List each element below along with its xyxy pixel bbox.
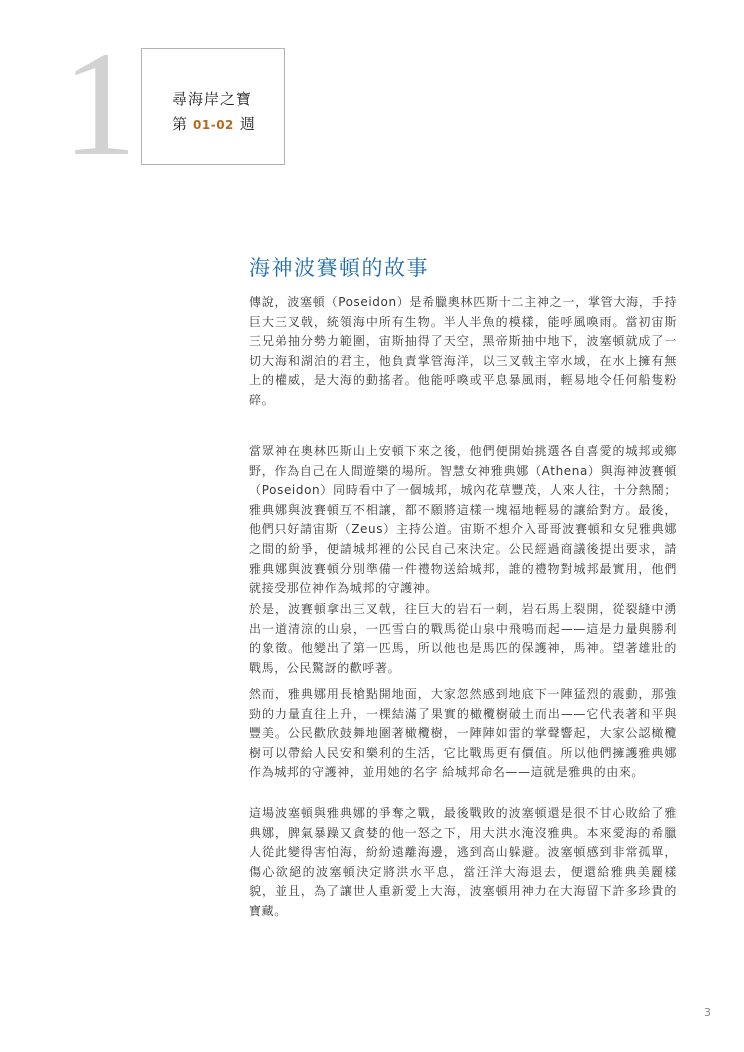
week-prefix: 第 (172, 115, 188, 133)
week-suffix: 週 (239, 115, 255, 133)
chapter-number: 1 (62, 21, 137, 187)
week-range: 01-02 (193, 118, 234, 132)
chapter-week (172, 113, 255, 134)
chapter-title: 尋海岸之寶 (172, 90, 253, 108)
article-paragraph: 於是，波賽頓拿出三叉戟，往巨大的岩石一刺，岩石馬上裂開，從裂縫中湧出一道清涼的山泉，一匹雪白的戰馬從山泉中飛鳴而起——這是力量與勝利的象徵。他變出了第一匹馬，所以他也是馬匹的保護神，馬神。望著雄壯的戰馬，公民驚訝的歡呼著。 (249, 602, 677, 675)
chapter-label-box (141, 48, 285, 165)
article-paragraph: 當眾神在奧林匹斯山上安頓下來之後，他們便開始挑選各自喜愛的城邦或鄉野，作為自己在人間遊樂的場所。智慧女神雅典娜（Athena）與海神波賽頓（Poseidon）同時看中了一個城邦，城內花草豐茂，人來人往，十分熱鬧；雅典娜與波賽頓互不相讓，都不願將這樣一塊福地輕易的讓給對方。最後，他們只好請宙斯（Zeus）主持公道。宙斯不想介入哥哥波賽頓和女兒雅典娜之間的紛爭，便請城邦裡的公民自己來決定。公民經過商議後提出要求，請雅典娜與波賽頓分別準備一件禮物送給城邦，誰的禮物對城邦最實用，他們就接受那位神作為城邦的守護神。 (249, 444, 677, 596)
article-paragraph: 然而，雅典娜用長槍點開地面，大家忽然感到地底下一陣猛烈的震動，那強勁的力量直往上升，一棵結滿了果實的橄欖樹破土而出——它代表著和平與豐美。公民歡欣鼓舞地圍著橄欖樹，一陣陣如雷的掌聲響起，大家公認橄欖樹可以帶給人民安和樂利的生活，它比戰馬更有價值。所以他們擁護雅典娜作為城邦的守護神，並用她的名字 給城邦命名——這就是雅典的由來。 (249, 687, 677, 780)
article-title: 海神波賽頓的故事 (249, 256, 429, 280)
page-number: 3 (704, 1006, 711, 1019)
article-paragraph: 這場波塞頓與雅典娜的爭奪之戰，最後戰敗的波塞頓還是很不甘心敗給了雅典娜，脾氣暴躁又貪婪的他一怒之下，用大洪水淹沒雅典。本來愛海的希臘人從此變得害怕海，紛紛遠離海邊，逃到高山躲避。波塞頓感到非常孤單，傷心欲絕的波塞頓決定將洪水平息，當汪洋大海退去，便還給雅典美麗樣貌，並且，為了讓世人重新愛上大海，波塞頓用神力在大海留下許多珍貴的寶藏。 (249, 806, 677, 918)
article-paragraph: 傳說，波塞頓（Poseidon）是希臘奧林匹斯十二主神之一，掌管大海，手持巨大三叉戟，統領海中所有生物。半人半魚的模樣，能呼風喚雨。當初宙斯三兄弟抽分勢力範圍，宙斯抽得了天空，黑帝斯抽中地下，波塞頓就成了一切大海和湖泊的君主，他負責掌管海洋，以三叉戟主宰水域，在水上擁有無上的權威，是大海的動搖者。他能呼喚或平息暴風雨，輕易地令任何船隻粉碎。 (249, 295, 677, 407)
